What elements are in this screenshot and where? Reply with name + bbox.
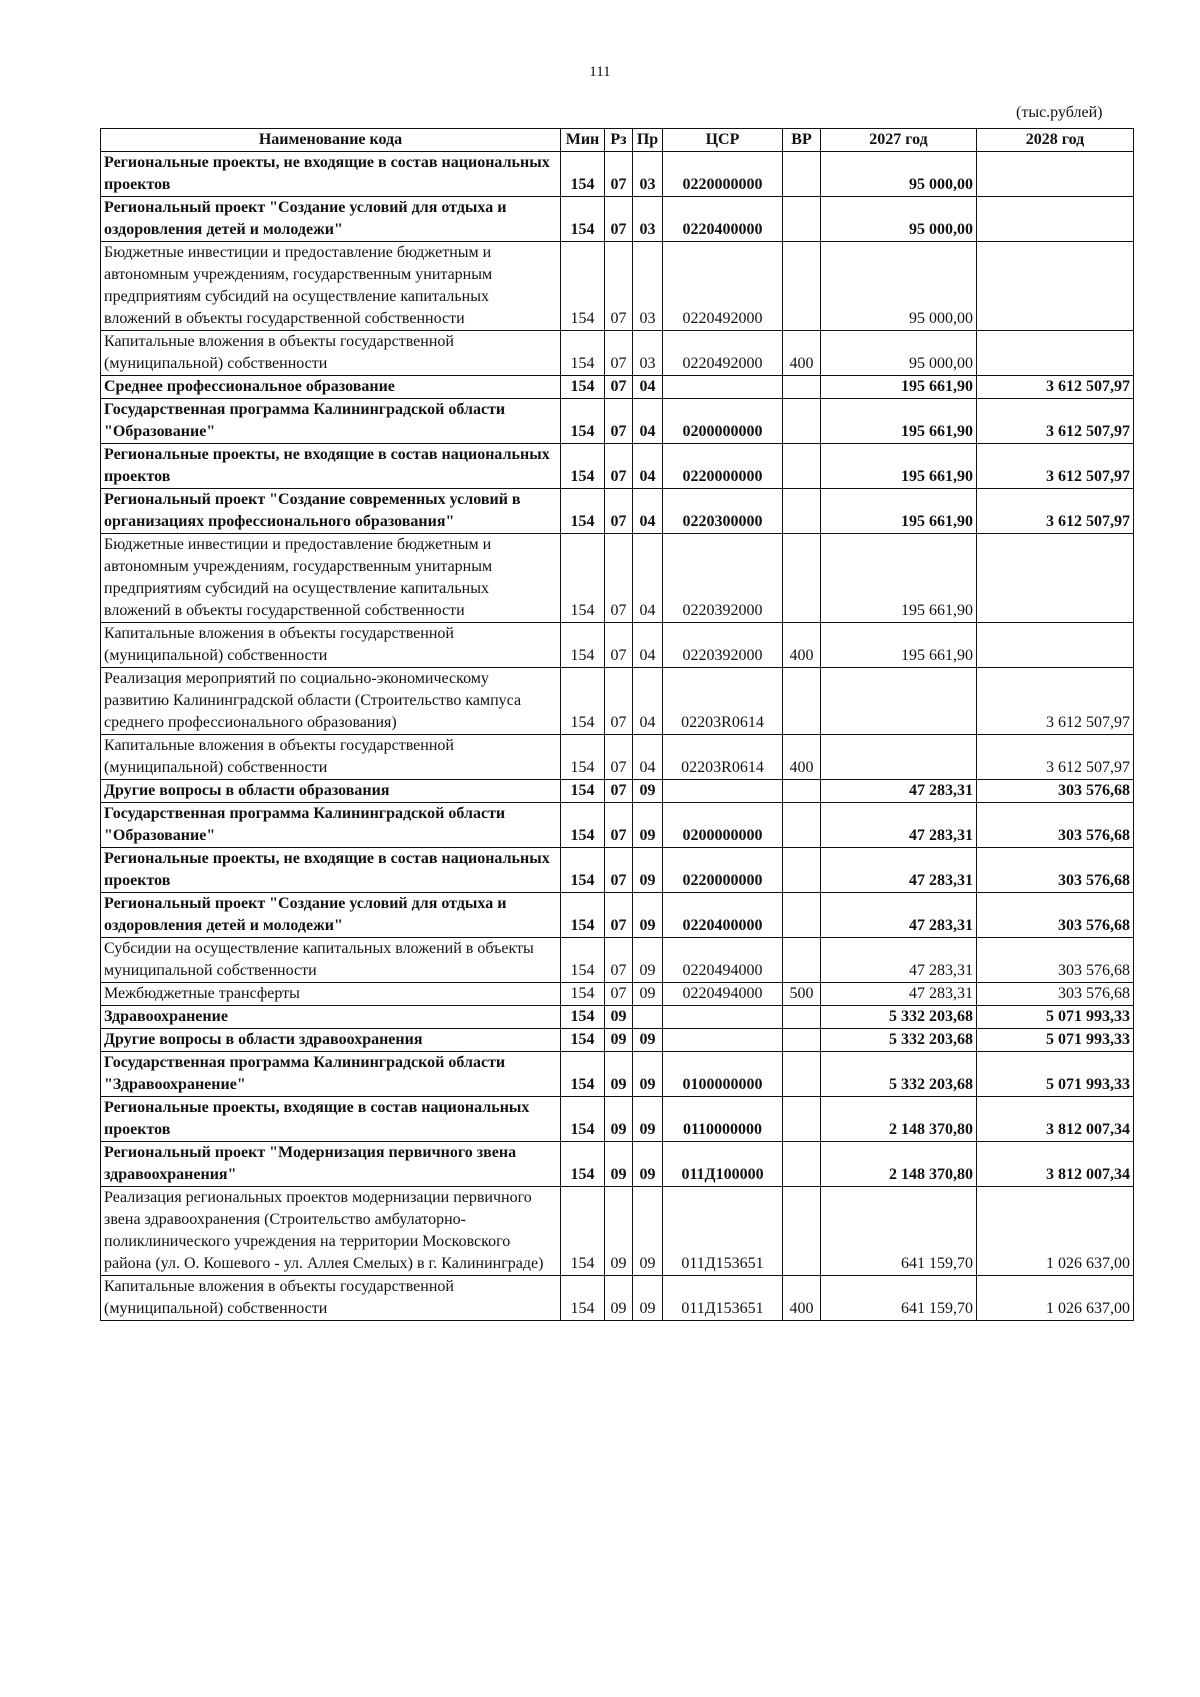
header-csr: ЦСР xyxy=(663,129,783,152)
cell-csr: 0100000000 xyxy=(663,1052,783,1097)
cell-2027: 195 661,90 xyxy=(821,534,977,623)
cell-2028: 303 576,68 xyxy=(977,803,1134,848)
cell-pr: 04 xyxy=(633,668,663,735)
cell-min: 154 xyxy=(561,938,605,983)
cell-rz: 07 xyxy=(605,197,633,242)
cell-rz: 07 xyxy=(605,399,633,444)
cell-rz: 09 xyxy=(605,1276,633,1321)
cell-csr: 0220000000 xyxy=(663,444,783,489)
cell-rz: 07 xyxy=(605,803,633,848)
cell-vr xyxy=(783,803,821,848)
cell-min: 154 xyxy=(561,735,605,780)
cell-2027: 5 332 203,68 xyxy=(821,1029,977,1052)
cell-vr: 400 xyxy=(783,735,821,780)
cell-rz: 07 xyxy=(605,489,633,534)
cell-pr: 09 xyxy=(633,1097,663,1142)
cell-pr: 04 xyxy=(633,444,663,489)
cell-2027: 195 661,90 xyxy=(821,444,977,489)
cell-min: 154 xyxy=(561,623,605,668)
table-row xyxy=(101,803,1134,848)
cell-rz: 07 xyxy=(605,735,633,780)
cell-csr: 02203R0614 xyxy=(663,735,783,780)
cell-vr xyxy=(783,893,821,938)
cell-min: 154 xyxy=(561,197,605,242)
cell-name: Региональный проект "Создание условий для отдыха и оздоровления детей и молодежи" xyxy=(101,197,561,242)
cell-2027: 195 661,90 xyxy=(821,623,977,668)
cell-2028: 3 812 007,34 xyxy=(977,1142,1134,1187)
cell-pr: 03 xyxy=(633,331,663,376)
header-pr: Пр xyxy=(633,129,663,152)
cell-csr: 0220494000 xyxy=(663,938,783,983)
table-body xyxy=(101,152,1134,1321)
cell-2027 xyxy=(821,668,977,735)
cell-2027 xyxy=(821,735,977,780)
cell-csr: 0220300000 xyxy=(663,489,783,534)
cell-rz: 09 xyxy=(605,1187,633,1276)
cell-rz: 09 xyxy=(605,1029,633,1052)
cell-rz: 09 xyxy=(605,1097,633,1142)
header-min: Мин xyxy=(561,129,605,152)
cell-min: 154 xyxy=(561,848,605,893)
cell-csr xyxy=(663,376,783,399)
cell-vr xyxy=(783,1052,821,1097)
cell-csr xyxy=(663,1006,783,1029)
header-2028: 2028 год xyxy=(977,129,1134,152)
cell-name: Среднее профессиональное образование xyxy=(101,376,561,399)
table-row xyxy=(101,1006,1134,1029)
cell-csr: 0220000000 xyxy=(663,848,783,893)
cell-min: 154 xyxy=(561,983,605,1006)
cell-min: 154 xyxy=(561,1006,605,1029)
cell-min: 154 xyxy=(561,1052,605,1097)
cell-min: 154 xyxy=(561,489,605,534)
cell-2028: 303 576,68 xyxy=(977,848,1134,893)
cell-rz: 07 xyxy=(605,848,633,893)
cell-2027: 47 283,31 xyxy=(821,780,977,803)
cell-2027: 195 661,90 xyxy=(821,489,977,534)
cell-pr: 03 xyxy=(633,242,663,331)
cell-2028: 1 026 637,00 xyxy=(977,1276,1134,1321)
cell-rz: 07 xyxy=(605,534,633,623)
cell-name: Другие вопросы в области здравоохранения xyxy=(101,1029,561,1052)
cell-min: 154 xyxy=(561,399,605,444)
cell-rz: 07 xyxy=(605,242,633,331)
cell-name: Другие вопросы в области образования xyxy=(101,780,561,803)
cell-name: Капитальные вложения в объекты государственной (муниципальной) собственности xyxy=(101,1276,561,1321)
cell-pr: 04 xyxy=(633,399,663,444)
cell-2028 xyxy=(977,152,1134,197)
cell-2028 xyxy=(977,331,1134,376)
table-row xyxy=(101,152,1134,197)
cell-pr: 04 xyxy=(633,489,663,534)
cell-2027: 95 000,00 xyxy=(821,152,977,197)
cell-2027: 5 332 203,68 xyxy=(821,1006,977,1029)
cell-name: Региональные проекты, входящие в состав национальных проектов xyxy=(101,1097,561,1142)
cell-name: Капитальные вложения в объекты государственной (муниципальной) собственности xyxy=(101,331,561,376)
cell-name: Здравоохранение xyxy=(101,1006,561,1029)
cell-2028: 3 612 507,97 xyxy=(977,444,1134,489)
cell-name: Реализация региональных проектов модернизации первичного звена здравоохранения (Строительство амбулаторно-поликлинического учреждения на территории Московского района (ул. О. Кошевого - ул. Аллея Смелых) в г. Калининграде) xyxy=(101,1187,561,1276)
cell-rz: 07 xyxy=(605,938,633,983)
cell-2028: 3 612 507,97 xyxy=(977,489,1134,534)
cell-rz: 09 xyxy=(605,1142,633,1187)
header-name: Наименование кода xyxy=(101,129,561,152)
cell-csr: 0220392000 xyxy=(663,534,783,623)
cell-2028: 303 576,68 xyxy=(977,938,1134,983)
page-number: 111 xyxy=(589,64,611,80)
cell-csr: 0220492000 xyxy=(663,242,783,331)
cell-vr xyxy=(783,152,821,197)
cell-vr xyxy=(783,242,821,331)
table-row xyxy=(101,893,1134,938)
cell-vr xyxy=(783,489,821,534)
cell-min: 154 xyxy=(561,376,605,399)
table-header xyxy=(101,129,1134,152)
cell-pr: 09 xyxy=(633,848,663,893)
cell-rz: 07 xyxy=(605,152,633,197)
cell-name: Капитальные вложения в объекты государственной (муниципальной) собственности xyxy=(101,735,561,780)
cell-pr xyxy=(633,1006,663,1029)
cell-rz: 07 xyxy=(605,668,633,735)
cell-csr: 011Д100000 xyxy=(663,1142,783,1187)
cell-name: Бюджетные инвестиции и предоставление бюджетным и автономным учреждениям, государственным унитарным предприятиям субсидий на осуществление капитальных вложений в объекты государственной собственности xyxy=(101,534,561,623)
cell-pr: 04 xyxy=(633,534,663,623)
table-row xyxy=(101,938,1134,983)
header-vr: ВР xyxy=(783,129,821,152)
cell-csr: 0220400000 xyxy=(663,197,783,242)
cell-2027: 95 000,00 xyxy=(821,331,977,376)
table-row xyxy=(101,399,1134,444)
cell-vr xyxy=(783,1142,821,1187)
cell-pr: 09 xyxy=(633,1276,663,1321)
cell-vr: 400 xyxy=(783,1276,821,1321)
cell-pr: 03 xyxy=(633,197,663,242)
cell-vr xyxy=(783,1029,821,1052)
table-row xyxy=(101,444,1134,489)
cell-2028: 3 612 507,97 xyxy=(977,668,1134,735)
table-row xyxy=(101,331,1134,376)
cell-2028 xyxy=(977,242,1134,331)
cell-min: 154 xyxy=(561,242,605,331)
cell-name: Региональные проекты, не входящие в состав национальных проектов xyxy=(101,444,561,489)
table-row xyxy=(101,376,1134,399)
cell-2027: 95 000,00 xyxy=(821,197,977,242)
table-row xyxy=(101,534,1134,623)
header-row xyxy=(101,129,1134,152)
cell-2028: 3 612 507,97 xyxy=(977,735,1134,780)
cell-csr xyxy=(663,780,783,803)
cell-vr xyxy=(783,1097,821,1142)
cell-name: Региональные проекты, не входящие в состав национальных проектов xyxy=(101,152,561,197)
cell-csr: 011Д153651 xyxy=(663,1276,783,1321)
cell-vr: 500 xyxy=(783,983,821,1006)
cell-name: Бюджетные инвестиции и предоставление бюджетным и автономным учреждениям, государственным унитарным предприятиям субсидий на осуществление капитальных вложений в объекты государственной собственности xyxy=(101,242,561,331)
cell-csr: 02203R0614 xyxy=(663,668,783,735)
cell-vr: 400 xyxy=(783,623,821,668)
table-row xyxy=(101,242,1134,331)
cell-2028: 3 612 507,97 xyxy=(977,376,1134,399)
table-row xyxy=(101,623,1134,668)
cell-vr xyxy=(783,444,821,489)
cell-2027: 195 661,90 xyxy=(821,399,977,444)
cell-vr xyxy=(783,399,821,444)
cell-min: 154 xyxy=(561,1097,605,1142)
cell-csr xyxy=(663,1029,783,1052)
cell-name: Субсидии на осуществление капитальных вложений в объекты муниципальной собственности xyxy=(101,938,561,983)
cell-min: 154 xyxy=(561,803,605,848)
cell-min: 154 xyxy=(561,1029,605,1052)
units-label: (тыс.рублей) xyxy=(1016,104,1103,121)
cell-pr: 09 xyxy=(633,803,663,848)
cell-name: Региональный проект "Модернизация первичного звена здравоохранения" xyxy=(101,1142,561,1187)
cell-pr: 09 xyxy=(633,1187,663,1276)
cell-rz: 07 xyxy=(605,983,633,1006)
cell-rz: 07 xyxy=(605,444,633,489)
cell-pr: 09 xyxy=(633,938,663,983)
budget-table xyxy=(100,128,1134,1321)
cell-name: Региональные проекты, не входящие в состав национальных проектов xyxy=(101,848,561,893)
cell-2027: 95 000,00 xyxy=(821,242,977,331)
cell-2028: 303 576,68 xyxy=(977,893,1134,938)
cell-pr: 03 xyxy=(633,152,663,197)
cell-pr: 04 xyxy=(633,623,663,668)
cell-csr: 0220000000 xyxy=(663,152,783,197)
cell-2027: 195 661,90 xyxy=(821,376,977,399)
cell-vr xyxy=(783,1187,821,1276)
cell-vr xyxy=(783,938,821,983)
cell-rz: 07 xyxy=(605,376,633,399)
cell-min: 154 xyxy=(561,1276,605,1321)
cell-2028: 5 071 993,33 xyxy=(977,1052,1134,1097)
table-row xyxy=(101,735,1134,780)
cell-2027: 2 148 370,80 xyxy=(821,1142,977,1187)
cell-name: Региональный проект "Создание условий для отдыха и оздоровления детей и молодежи" xyxy=(101,893,561,938)
cell-rz: 07 xyxy=(605,331,633,376)
table-row xyxy=(101,1276,1134,1321)
cell-pr: 09 xyxy=(633,1142,663,1187)
cell-min: 154 xyxy=(561,534,605,623)
cell-pr: 09 xyxy=(633,1052,663,1097)
cell-2027: 47 283,31 xyxy=(821,938,977,983)
cell-vr xyxy=(783,668,821,735)
cell-2028: 3 812 007,34 xyxy=(977,1097,1134,1142)
cell-name: Государственная программа Калининградской области "Образование" xyxy=(101,399,561,444)
cell-csr: 0200000000 xyxy=(663,803,783,848)
cell-name: Капитальные вложения в объекты государственной (муниципальной) собственности xyxy=(101,623,561,668)
table-row xyxy=(101,848,1134,893)
cell-min: 154 xyxy=(561,444,605,489)
cell-2027: 5 332 203,68 xyxy=(821,1052,977,1097)
table-row xyxy=(101,780,1134,803)
table-row xyxy=(101,1142,1134,1187)
cell-vr xyxy=(783,376,821,399)
cell-2028: 303 576,68 xyxy=(977,983,1134,1006)
table-row xyxy=(101,1029,1134,1052)
cell-pr: 09 xyxy=(633,893,663,938)
cell-2027: 47 283,31 xyxy=(821,848,977,893)
cell-2028: 3 612 507,97 xyxy=(977,399,1134,444)
cell-2027: 47 283,31 xyxy=(821,893,977,938)
cell-csr: 0200000000 xyxy=(663,399,783,444)
table-row xyxy=(101,197,1134,242)
cell-name: Реализация мероприятий по социально-экономическому развитию Калининградской области (Строительство кампуса среднего профессионального образования) xyxy=(101,668,561,735)
table-row xyxy=(101,983,1134,1006)
table-row xyxy=(101,1187,1134,1276)
cell-rz: 07 xyxy=(605,893,633,938)
cell-min: 154 xyxy=(561,1142,605,1187)
cell-pr: 04 xyxy=(633,376,663,399)
cell-min: 154 xyxy=(561,668,605,735)
cell-rz: 07 xyxy=(605,780,633,803)
cell-2028 xyxy=(977,534,1134,623)
cell-pr: 09 xyxy=(633,1029,663,1052)
cell-min: 154 xyxy=(561,1187,605,1276)
header-rz: Рз xyxy=(605,129,633,152)
cell-csr: 0110000000 xyxy=(663,1097,783,1142)
cell-2028: 5 071 993,33 xyxy=(977,1029,1134,1052)
cell-pr: 09 xyxy=(633,780,663,803)
table-row xyxy=(101,489,1134,534)
cell-csr: 0220400000 xyxy=(663,893,783,938)
cell-pr: 04 xyxy=(633,735,663,780)
cell-min: 154 xyxy=(561,331,605,376)
cell-vr xyxy=(783,197,821,242)
cell-vr xyxy=(783,1006,821,1029)
cell-vr xyxy=(783,780,821,803)
cell-rz: 09 xyxy=(605,1052,633,1097)
table-row xyxy=(101,668,1134,735)
cell-csr: 0220494000 xyxy=(663,983,783,1006)
cell-2028: 1 026 637,00 xyxy=(977,1187,1134,1276)
cell-rz: 09 xyxy=(605,1006,633,1029)
cell-name: Государственная программа Калининградской области "Здравоохранение" xyxy=(101,1052,561,1097)
cell-2028: 303 576,68 xyxy=(977,780,1134,803)
cell-vr: 400 xyxy=(783,331,821,376)
cell-2027: 641 159,70 xyxy=(821,1187,977,1276)
cell-name: Государственная программа Калининградской области "Образование" xyxy=(101,803,561,848)
cell-name: Региональный проект "Создание современных условий в организациях профессионального образования" xyxy=(101,489,561,534)
cell-2028: 5 071 993,33 xyxy=(977,1006,1134,1029)
cell-min: 154 xyxy=(561,893,605,938)
cell-min: 154 xyxy=(561,780,605,803)
cell-vr xyxy=(783,534,821,623)
cell-min: 154 xyxy=(561,152,605,197)
cell-csr: 011Д153651 xyxy=(663,1187,783,1276)
cell-pr: 09 xyxy=(633,983,663,1006)
cell-rz: 07 xyxy=(605,623,633,668)
cell-csr: 0220492000 xyxy=(663,331,783,376)
cell-csr: 0220392000 xyxy=(663,623,783,668)
cell-2027: 641 159,70 xyxy=(821,1276,977,1321)
cell-2028 xyxy=(977,623,1134,668)
cell-2027: 47 283,31 xyxy=(821,983,977,1006)
table-row xyxy=(101,1097,1134,1142)
cell-2027: 2 148 370,80 xyxy=(821,1097,977,1142)
cell-2028 xyxy=(977,197,1134,242)
cell-name: Межбюджетные трансферты xyxy=(101,983,561,1006)
table-row xyxy=(101,1052,1134,1097)
cell-2027: 47 283,31 xyxy=(821,803,977,848)
header-2027: 2027 год xyxy=(821,129,977,152)
cell-vr xyxy=(783,848,821,893)
